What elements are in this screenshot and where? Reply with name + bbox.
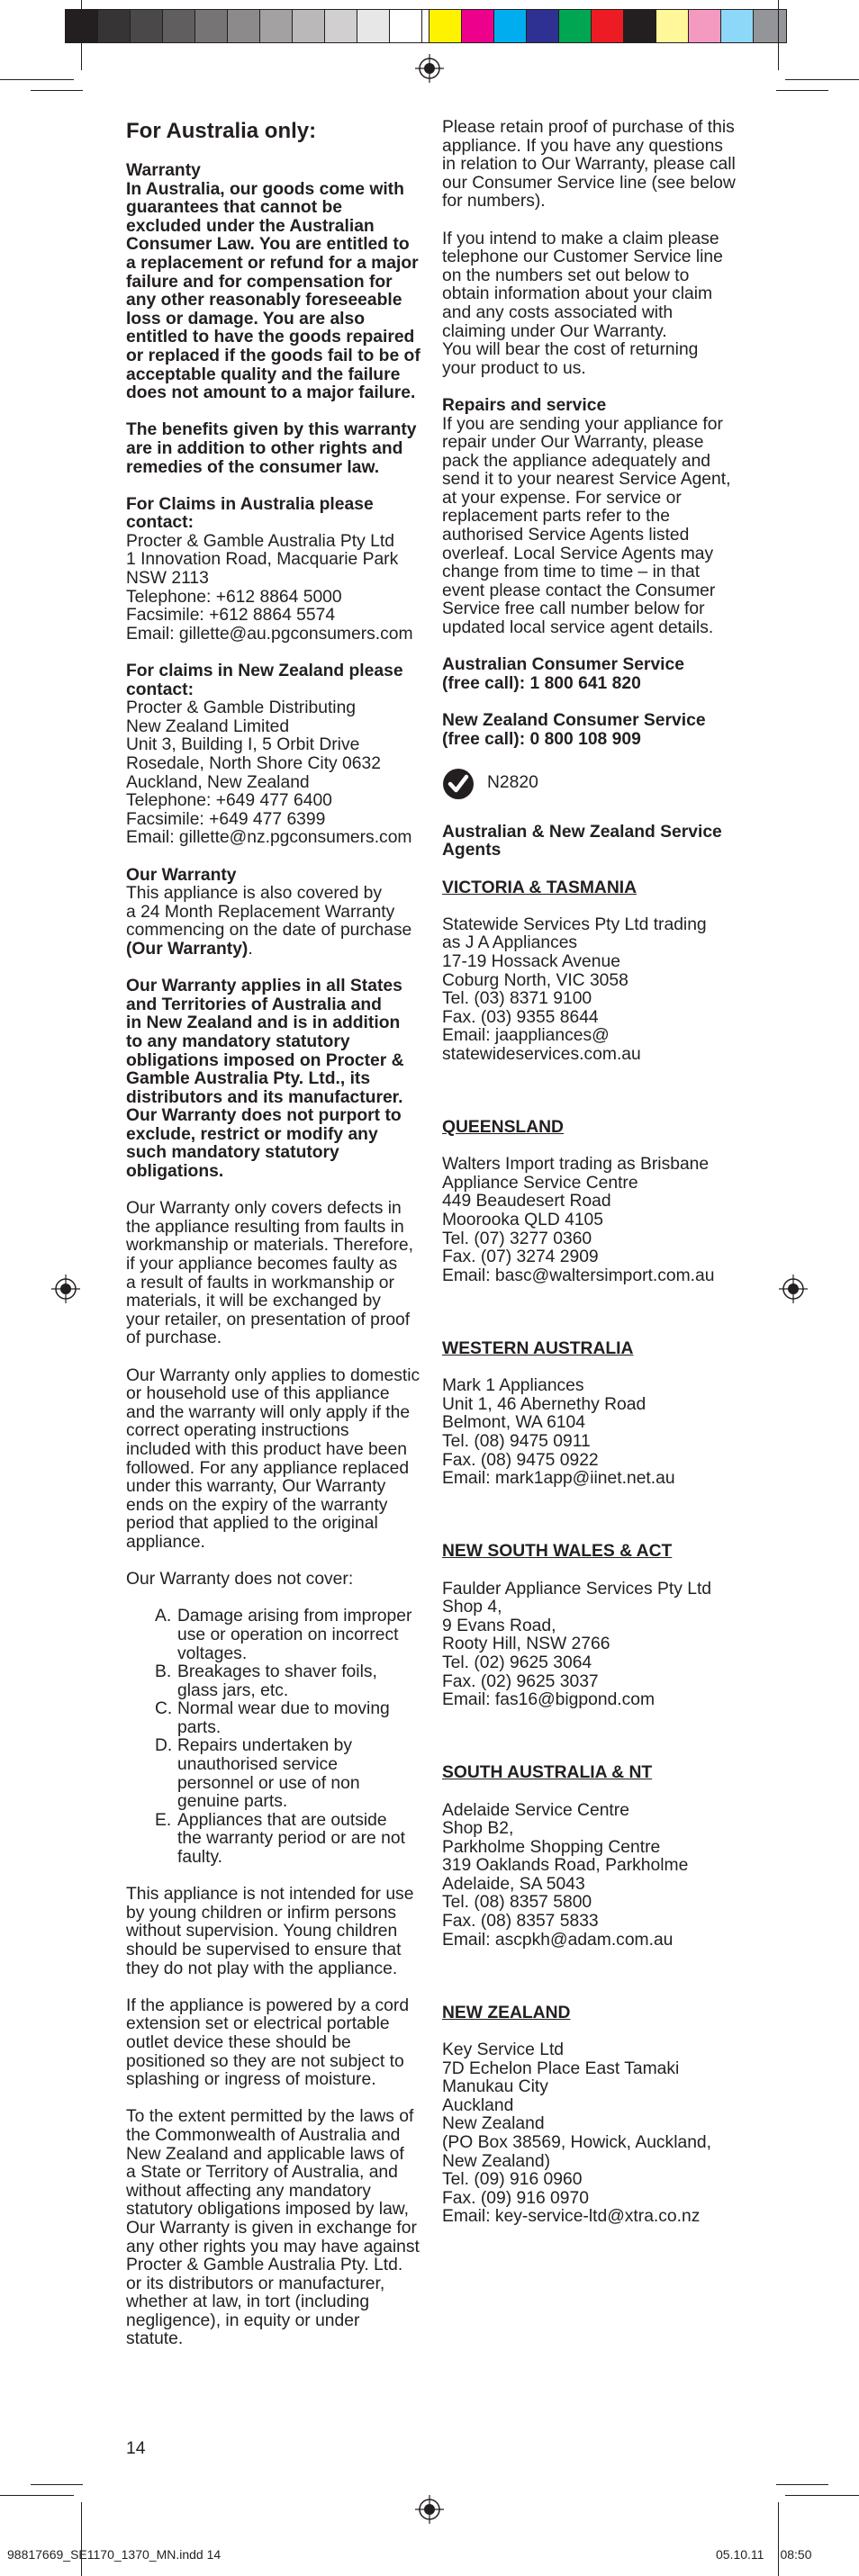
text-line: Our Warranty only covers defects in	[126, 1199, 402, 1219]
text-line: should be supervised to ensure that	[126, 1941, 402, 1959]
color-calibration-bar	[65, 9, 787, 43]
text-line: event please contact the Consumer	[442, 581, 716, 600]
agent-spacer	[442, 1304, 744, 1340]
exclusion-text	[177, 1812, 405, 1868]
text-line: or household use of this appliance	[126, 1384, 390, 1404]
text-line: Gamble Australia Pty. Ltd., its	[126, 1069, 371, 1089]
text-line: Email: key-service-ltd@xtra.co.nz	[442, 2207, 701, 2227]
text-line: Facsimile: +649 477 6399	[126, 809, 326, 829]
text-line: Please retain proof of purchase of this	[442, 118, 735, 137]
text-line: Breakages to shaver foils,	[177, 1662, 377, 1682]
text-line: such mandatory statutory	[126, 1143, 339, 1163]
exclusion-letter: E.	[155, 1810, 172, 1830]
text-line: Email: mark1app@iinet.net.au	[442, 1469, 675, 1489]
text-line: If the appliance is powered by a cord	[126, 1995, 410, 2015]
text-line: workmanship or materials. Therefore,	[126, 1236, 413, 1256]
warranty-heading: Warranty	[126, 161, 201, 180]
text-line: genuine parts.	[177, 1792, 288, 1812]
text-line: at your expense. For service or	[442, 488, 682, 508]
text-line: Shop B2,	[442, 1819, 514, 1839]
text-line: period that applied to the original	[126, 1514, 378, 1534]
exclusion-letter: C.	[155, 1699, 173, 1719]
color-swatch	[656, 10, 689, 42]
text-line: Fax. (03) 9355 8644	[442, 1007, 599, 1027]
text-line: negligence), in equity or under	[126, 2310, 360, 2330]
text-line: authorised Service Agents listed	[442, 526, 690, 545]
text-line: personnel or use of non	[177, 1773, 360, 1793]
text-line: glass jars, etc.	[177, 1680, 289, 1700]
text-line: guarantees that cannot be	[126, 198, 342, 218]
text-line: Unit 1, 46 Abernethy Road	[442, 1394, 647, 1414]
agent-contact	[442, 1156, 744, 1285]
text-line: New Zealand	[442, 2114, 545, 2134]
text-line: statewideservices.com.au	[442, 1044, 641, 1064]
text-line: Australian & New Zealand Service	[442, 822, 722, 842]
text-line: a 24 Month Replacement Warranty	[126, 902, 395, 922]
repairs-service-paragraph	[442, 416, 744, 638]
footer-time: 08:50	[780, 2547, 812, 2562]
text-line: in relation to Our Warranty, please call	[442, 155, 736, 175]
text-line: 9 Evans Road,	[442, 1616, 556, 1635]
text-line: Key Service Ltd	[442, 2040, 565, 2060]
text-line: Our Warranty is given in exchange for	[126, 2218, 417, 2238]
text-line: 17-19 Hossack Avenue	[442, 951, 620, 971]
text-line: repair under Our Warranty, please	[442, 433, 704, 453]
gray-swatch	[293, 10, 325, 42]
agent-contact	[442, 1377, 744, 1489]
our-warranty-paragraph	[126, 885, 428, 959]
text-line: as J A Appliances	[442, 933, 578, 953]
exclusion-letter: A.	[155, 1607, 172, 1626]
color-swatch	[494, 10, 527, 42]
text-line: voltages.	[177, 1644, 248, 1663]
text-line: Email: gillette@au.pgconsumers.com	[126, 624, 413, 644]
exclusion-item	[155, 1608, 428, 1663]
compliance-number: N2820	[487, 773, 538, 793]
text-line: Fax. (08) 8357 5833	[442, 1912, 599, 1932]
crop-mark	[778, 0, 779, 70]
text-line: If you intend to make a claim please	[442, 229, 719, 248]
text-line: our Consumer Service line (see below	[442, 173, 736, 193]
page-number: 14	[126, 2439, 146, 2458]
agent-spacer	[442, 1728, 744, 1764]
registration-mark-icon	[415, 2495, 444, 2524]
text-line: This appliance is also covered by	[126, 884, 383, 904]
text-line: Mark 1 Appliances	[442, 1376, 584, 1396]
text-line: You will bear the cost of returning	[442, 340, 699, 360]
text-line: your product to us.	[442, 358, 586, 378]
service-agents-list	[442, 879, 744, 2227]
text-line: send it to your nearest Service Agent,	[442, 470, 731, 490]
nz-claims-contact	[126, 699, 428, 848]
text-line: whether at law, in tort (including	[126, 2292, 370, 2312]
text-line: Tel. (02) 9625 3064	[442, 1653, 592, 1672]
text-line: Fax. (09) 916 0970	[442, 2188, 589, 2208]
au-claims-contact	[126, 533, 428, 644]
text-line: For claims in New Zealand please	[126, 662, 403, 681]
applies-paragraph	[126, 977, 428, 1182]
text-line: the Commonwealth of Australia and	[126, 2125, 401, 2145]
text-line: Unit 3, Building I, 5 Orbit Drive	[126, 735, 360, 755]
cord-extension-paragraph	[126, 1997, 428, 2090]
text-line: updated local service agent details.	[442, 618, 714, 638]
text-line: under this warranty, Our Warranty	[126, 1477, 386, 1497]
text-line: Fax. (08) 9475 0922	[442, 1450, 599, 1470]
proof-of-purchase-paragraph	[442, 119, 744, 212]
repairs-service-heading: Repairs and service	[442, 395, 607, 415]
text-line: New Zealand)	[442, 2151, 551, 2171]
exclusion-item	[155, 1663, 428, 1700]
text-line: or replaced if the goods fail to be of	[126, 346, 420, 365]
text-line: Damage arising from improper	[177, 1607, 412, 1626]
agent-contact	[442, 1802, 744, 1950]
text-line: materials, it will be exchanged by	[126, 1292, 381, 1311]
agent-state-heading: WESTERN AUSTRALIA	[442, 1339, 634, 1359]
crop-mark	[0, 79, 74, 80]
text-line: New Zealand Consumer Service	[442, 711, 706, 730]
text-line: Consumer Law. You are entitled to	[126, 235, 410, 255]
text-line: The benefits given by this warranty	[126, 420, 417, 440]
text-line: telephone our Customer Service line	[442, 248, 723, 267]
our-warranty-term: (Our Warranty)	[126, 939, 249, 959]
agent-state-heading: NEW ZEALAND	[442, 2003, 571, 2022]
au-consumer-service	[442, 656, 744, 693]
text-line: contact:	[126, 513, 194, 533]
does-not-cover-intro: Our Warranty does not cover:	[126, 1570, 354, 1590]
text-line: the appliance resulting from faults in	[126, 1217, 404, 1237]
exclusion-text	[177, 1608, 411, 1663]
gray-swatch	[325, 10, 357, 42]
legal-paragraph	[126, 2108, 428, 2349]
text-line: obligations.	[126, 1162, 224, 1182]
agent-state-heading: SOUTH AUSTRALIA & NT	[442, 1763, 653, 1783]
text-line: and Territories of Australia and	[126, 995, 382, 1014]
registration-mark-icon	[415, 54, 444, 83]
gray-swatch	[260, 10, 293, 42]
gray-swatch	[131, 10, 163, 42]
text-line: New Zealand and applicable laws of	[126, 2144, 404, 2164]
text-line: Tel. (08) 9475 0911	[442, 1432, 591, 1451]
text-line: contact:	[126, 680, 194, 699]
benefits-paragraph	[126, 421, 428, 477]
color-swatch	[689, 10, 721, 42]
text-line: Tel. (09) 916 0960	[442, 2170, 583, 2190]
text-line: Fax. (02) 9625 3037	[442, 1671, 599, 1691]
text-line: Procter & Gamble Distributing	[126, 698, 357, 718]
text-line: any other reasonably foreseeable	[126, 291, 402, 311]
text-line: acceptable quality and the failure	[126, 365, 401, 384]
text-line: Rosedale, North Shore City 0632	[126, 754, 381, 773]
text-line: pack the appliance adequately and	[442, 451, 711, 471]
text-line: if your appliance becomes faulty as	[126, 1255, 398, 1274]
color-swatch	[559, 10, 592, 42]
text-line: Walters Import trading as Brisbane	[442, 1155, 710, 1175]
gray-swatch	[357, 10, 390, 42]
text-line: claiming under Our Warranty.	[442, 321, 667, 341]
agent-contact	[442, 1581, 744, 1710]
crop-mark	[776, 2484, 828, 2485]
text-line: Our Warranty does not purport to	[126, 1106, 402, 1126]
color-swatch	[462, 10, 494, 42]
text-line: In Australia, our goods come with	[126, 179, 404, 199]
rcm-check-icon	[442, 768, 475, 800]
text-line: To the extent permitted by the laws of	[126, 2107, 414, 2127]
text-line: Our Warranty only applies to domestic	[126, 1365, 420, 1385]
text-line: Email: jaappliances@	[442, 1026, 610, 1046]
text-line: extension set or electrical portable	[126, 2014, 390, 2034]
crop-mark	[31, 90, 83, 91]
domestic-use-paragraph	[126, 1367, 428, 1553]
text-line: excluded under the Australian	[126, 216, 375, 236]
exclusion-text	[177, 1700, 390, 1737]
exclusion-letter: B.	[155, 1662, 172, 1682]
crop-mark	[785, 2495, 859, 2496]
text-line: Rooty Hill, NSW 2766	[442, 1635, 610, 1654]
agent-spacer	[442, 1507, 744, 1543]
text-line: any other rights you may have against	[126, 2237, 420, 2256]
exclusion-text	[177, 1737, 360, 1811]
exclusion-item	[155, 1700, 428, 1737]
text-line: included with this product have been	[126, 1439, 407, 1459]
crop-mark	[81, 2502, 82, 2576]
claim-paragraph	[442, 230, 744, 379]
crop-mark	[785, 79, 859, 80]
text-line: Coburg North, VIC 3058	[442, 970, 628, 990]
text-line: Tel. (08) 8357 5800	[442, 1893, 592, 1913]
color-swatch	[624, 10, 656, 42]
text-line: replacement parts refer to the	[442, 507, 670, 527]
text-line: Australian Consumer Service	[442, 655, 684, 675]
text-line: ends on the expiry of the warranty	[126, 1495, 388, 1515]
agent-contact	[442, 916, 744, 1065]
text-line: without supervision. Young children	[126, 1922, 398, 1941]
text-line: positioned so they are not subject to	[126, 2051, 404, 2071]
text-line: change from time to time – in that	[442, 563, 701, 582]
text-line: Tel. (03) 8371 9100	[442, 989, 592, 1009]
text-line: by young children or infirm persons	[126, 1903, 397, 1923]
text-line: splashing or ingress of moisture.	[126, 2070, 376, 2090]
color-swatch	[430, 10, 462, 42]
text-line: on the numbers set out below to	[442, 266, 690, 285]
compliance-mark	[442, 768, 744, 800]
footer-timestamp	[716, 2547, 812, 2562]
agent-state-heading: NEW SOUTH WALES & ACT	[442, 1542, 673, 1562]
exclusions-list	[126, 1608, 428, 1867]
text-line: (free call): 0 800 108 909	[442, 729, 641, 749]
gray-swatch	[195, 10, 228, 42]
our-warranty-heading: Our Warranty	[126, 865, 237, 885]
text-line: your retailer, on presentation of proof	[126, 1310, 411, 1329]
text-line: faulty.	[177, 1848, 223, 1868]
text-line: Procter & Gamble Australia Pty Ltd	[126, 531, 394, 551]
text-line: overleaf. Local Service Agents may	[442, 544, 714, 563]
text-line: (free call): 1 800 641 820	[442, 673, 641, 693]
text-line: unauthorised service	[177, 1755, 338, 1775]
text-line: 7D Echelon Place East Tamaki	[442, 2058, 680, 2078]
text-line: Parkholme Shopping Centre	[442, 1837, 661, 1857]
text-line: followed. For any appliance replaced	[126, 1458, 410, 1478]
text-line: Adelaide, SA 5043	[442, 1874, 585, 1894]
text-line: of purchase.	[126, 1329, 222, 1348]
swatch-gap	[422, 10, 430, 42]
gray-swatch	[228, 10, 260, 42]
our-warranty-text	[126, 884, 411, 940]
text-line: For Claims in Australia please	[126, 494, 374, 514]
text-line: Telephone: +649 477 6400	[126, 791, 332, 811]
agent-spacer	[442, 1968, 744, 2004]
gray-swatch	[163, 10, 195, 42]
our-warranty-period: .	[248, 939, 253, 959]
text-line: commencing on the date of purchase	[126, 921, 412, 941]
text-line: a replacement or refund for a major	[126, 253, 419, 273]
text-line: Fax. (07) 3274 2909	[442, 1247, 599, 1267]
text-line: Appliances that are outside	[177, 1810, 387, 1830]
text-line: statutory obligations imposed by law,	[126, 2200, 410, 2220]
text-line: 449 Beaudesert Road	[442, 1192, 611, 1211]
nz-claims-heading	[126, 662, 428, 699]
text-line: correct operating instructions	[126, 1421, 349, 1441]
text-line: obtain information about your claim	[442, 284, 713, 304]
text-line: Facsimile: +612 8864 5574	[126, 606, 336, 626]
service-agents-heading	[442, 824, 744, 860]
gray-swatch	[390, 10, 422, 42]
agent-contact	[442, 2041, 744, 2227]
exclusion-text	[177, 1663, 377, 1700]
registration-mark-icon	[779, 1274, 808, 1303]
text-line: Shop 4,	[442, 1598, 502, 1617]
text-line: entitled to have the goods repaired	[126, 328, 415, 347]
text-line: or its distributors or manufacturer,	[126, 2274, 385, 2293]
children-paragraph	[126, 1886, 428, 1978]
footer-date: 05.10.11	[716, 2547, 764, 2562]
exclusion-item	[155, 1812, 428, 1868]
gray-swatch	[66, 10, 98, 42]
text-line: Repairs undertaken by	[177, 1736, 352, 1756]
crop-mark	[81, 0, 82, 70]
text-line: Moorooka QLD 4105	[442, 1211, 603, 1230]
au-claims-heading	[126, 496, 428, 533]
text-line: failure and for compensation for	[126, 272, 393, 292]
color-swatch	[527, 10, 559, 42]
left-column	[126, 119, 428, 2368]
text-line: Our Warranty applies in all States	[126, 977, 402, 996]
crop-mark	[776, 90, 828, 91]
text-line: 1 Innovation Road, Macquarie Park	[126, 550, 399, 570]
text-line: Normal wear due to moving	[177, 1699, 390, 1719]
text-line: exclude, restrict or modify any	[126, 1124, 378, 1144]
text-line: in New Zealand and is in addition	[126, 1013, 401, 1033]
crop-mark	[31, 2484, 83, 2485]
text-line: a State or Territory of Australia, and	[126, 2163, 398, 2183]
text-line: to any mandatory statutory	[126, 1031, 350, 1051]
text-line: Email: basc@waltersimport.com.au	[442, 1265, 715, 1285]
text-line: Auckland, New Zealand	[126, 772, 310, 792]
text-line: Faulder Appliance Services Pty Ltd	[442, 1579, 712, 1599]
consumer-law-paragraph	[126, 181, 428, 403]
covers-defects-paragraph	[126, 1200, 428, 1348]
text-line: for numbers).	[442, 192, 546, 212]
agent-state-heading: QUEENSLAND	[442, 1118, 564, 1138]
exclusion-letter: D.	[155, 1736, 173, 1756]
text-line: appliance. If you have any questions	[442, 136, 723, 156]
text-line: NSW 2113	[126, 569, 209, 589]
text-line: Tel. (07) 3277 0360	[442, 1229, 592, 1248]
text-line: Procter & Gamble Australia Pty. Ltd.	[126, 2256, 403, 2275]
text-line: Email: gillette@nz.pgconsumers.com	[126, 828, 412, 848]
text-line: If you are sending your appliance for	[442, 414, 723, 434]
text-line: a result of faults in workmanship or	[126, 1273, 394, 1293]
nz-consumer-service	[442, 712, 744, 749]
page-heading: For Australia only:	[126, 119, 317, 143]
text-line: Manukau City	[442, 2077, 548, 2097]
registration-mark-icon	[51, 1274, 80, 1303]
text-line: without affecting any mandatory	[126, 2181, 371, 2201]
text-line: New Zealand Limited	[126, 716, 290, 736]
text-line: does not amount to a major failure.	[126, 383, 416, 403]
agent-spacer	[442, 1083, 744, 1119]
text-line: statute.	[126, 2329, 184, 2349]
text-line: use or operation on incorrect	[177, 1625, 399, 1644]
text-line: Service free call number below for	[442, 599, 705, 619]
text-line: distributors and its manufacturer.	[126, 1087, 403, 1107]
crop-mark	[0, 2495, 74, 2496]
text-line: 319 Oaklands Road, Parkholme	[442, 1856, 689, 1876]
color-swatch	[592, 10, 624, 42]
text-line: Adelaide Service Centre	[442, 1800, 629, 1820]
text-line: Appliance Service Centre	[442, 1173, 638, 1193]
text-line: Belmont, WA 6104	[442, 1413, 585, 1433]
text-line: This appliance is not intended for use	[126, 1885, 414, 1905]
text-line: appliance.	[126, 1532, 205, 1552]
text-line: remedies of the consumer law.	[126, 457, 380, 477]
text-line: and any costs associated with	[442, 302, 674, 322]
color-swatch	[754, 10, 786, 42]
text-line: parts.	[177, 1717, 222, 1737]
text-line: Email: ascpkh@adam.com.au	[442, 1930, 674, 1950]
right-column	[442, 119, 744, 2246]
text-line: are in addition to other rights and	[126, 438, 403, 458]
gray-swatch	[98, 10, 131, 42]
text-line: loss or damage. You are also	[126, 309, 366, 329]
text-line: Telephone: +612 8864 5000	[126, 587, 342, 607]
text-line: the warranty period or are not	[177, 1829, 405, 1849]
text-line: Auckland	[442, 2095, 514, 2115]
text-line: outlet device these should be	[126, 2032, 351, 2052]
exclusion-item	[155, 1737, 428, 1811]
text-line: obligations imposed on Procter &	[126, 1050, 404, 1070]
text-line: Agents	[442, 841, 502, 860]
text-line: Statewide Services Pty Ltd trading	[442, 914, 707, 934]
footer-filename: 98817669_SE1170_1370_MN.indd 14	[7, 2547, 222, 2562]
color-swatch	[721, 10, 754, 42]
crop-mark	[778, 2502, 779, 2576]
text-line: and the warranty will only apply if the	[126, 1402, 411, 1422]
text-line: Email: fas16@bigpond.com	[442, 1690, 656, 1710]
text-line: they do not play with the appliance.	[126, 1959, 398, 1978]
agent-state-heading: VICTORIA & TASMANIA	[442, 878, 637, 897]
text-line: (PO Box 38569, Howick, Auckland,	[442, 2133, 712, 2152]
